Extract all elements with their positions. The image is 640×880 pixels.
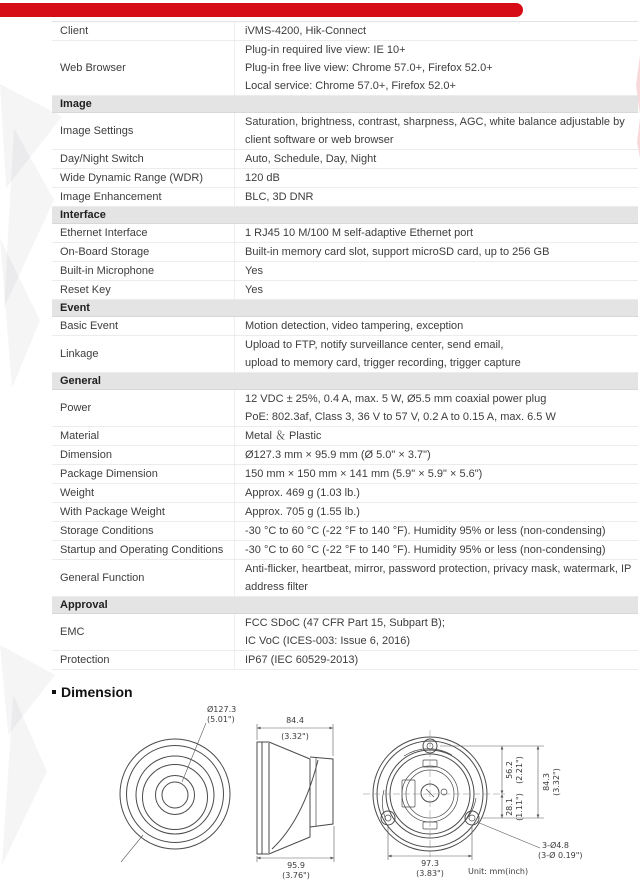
unit-note: Unit: mm(inch) (468, 867, 529, 876)
side-depth-bottom-mm: 95.9 (287, 861, 305, 870)
spec-value (235, 336, 638, 372)
section-header: General (52, 373, 638, 390)
spec-row (52, 188, 638, 207)
spec-label: Image Enhancement (52, 188, 235, 206)
rear-overall-mm: 84.3 (542, 773, 551, 791)
spec-value-line: 1 RJ45 10 M/100 M self-adaptive Ethernet port (245, 227, 474, 239)
spec-row (52, 22, 638, 41)
spec-value-line: PoE: 802.3af, Class 3, 36 V to 57 V, 0.2 A to 0.15 A, max. 6.5 W (245, 411, 556, 423)
spec-table (52, 21, 638, 670)
spec-label: Client (52, 22, 235, 40)
spec-value-line: Plug-in free live view: Chrome 57.0+, Firefox 52.0+ (245, 62, 493, 74)
rear-overall-inch: (3.32") (552, 768, 561, 796)
spec-label: Weight (52, 484, 235, 502)
section-header: Approval (52, 597, 638, 614)
spec-row (52, 465, 638, 484)
spec-value-line: BLC, 3D DNR (245, 191, 314, 203)
side-depth-top-mm: 84.4 (286, 716, 304, 725)
spec-label: Linkage (52, 336, 235, 372)
spec-value (235, 243, 638, 261)
spec-value (235, 465, 638, 483)
spec-value-line: Auto, Schedule, Day, Night (245, 153, 377, 165)
spec-value (235, 541, 638, 559)
bullet-icon (52, 690, 56, 694)
rear-view-drawing (363, 730, 583, 878)
spec-value-line: 150 mm × 150 mm × 141 mm (5.9" × 5.9" × 5.6") (245, 468, 483, 480)
spec-label: Material (52, 427, 235, 445)
spec-label: Built-in Microphone (52, 262, 235, 280)
spec-label: Storage Conditions (52, 522, 235, 540)
spec-value-line: Saturation, brightness, contrast, sharpness, AGC, white balance adjustable by client software or web browser (245, 116, 625, 146)
spec-value-line: Metal ＆ Plastic (245, 430, 322, 442)
spec-row (52, 243, 638, 262)
rear-upper-inch: (2.21") (515, 756, 524, 784)
rear-width-mm: 97.3 (421, 859, 439, 868)
spec-value (235, 22, 638, 40)
spec-value-line: Yes (245, 284, 263, 296)
spec-value (235, 41, 638, 95)
front-diameter-inch: (5.01") (207, 715, 235, 724)
spec-value (235, 560, 638, 596)
spec-value (235, 317, 638, 335)
rear-upper-mm: 56.2 (505, 761, 514, 779)
section-header: Event (52, 300, 638, 317)
spec-value (235, 150, 638, 168)
spec-value (235, 484, 638, 502)
spec-value-line: Motion detection, video tampering, exception (245, 320, 464, 332)
spec-label: Power (52, 390, 235, 426)
dimension-drawing-svg (0, 702, 640, 880)
spec-label: General Function (52, 560, 235, 596)
spec-value (235, 224, 638, 242)
spec-label: Basic Event (52, 317, 235, 335)
front-view-drawing (120, 704, 236, 862)
dimension-drawings (0, 702, 640, 880)
spec-value-line: Upload to FTP, notify surveillance center, send email, (245, 339, 504, 351)
spec-label: With Package Weight (52, 503, 235, 521)
spec-row (52, 41, 638, 96)
spec-label: Dimension (52, 446, 235, 464)
spec-row (52, 169, 638, 188)
spec-value-line: Local service: Chrome 57.0+, Firefox 52.0+ (245, 80, 456, 92)
spec-value-line: Approx. 705 g (1.55 lb.) (245, 506, 360, 518)
spec-value-line: IP67 (IEC 60529-2013) (245, 654, 359, 666)
spec-value (235, 113, 638, 149)
spec-value (235, 427, 638, 445)
spec-row (52, 281, 638, 300)
spec-row (52, 522, 638, 541)
spec-label: Web Browser (52, 41, 235, 95)
side-depth-bottom-inch: (3.76") (282, 871, 310, 880)
spec-value (235, 390, 638, 426)
spec-row (52, 614, 638, 651)
spec-label: Ethernet Interface (52, 224, 235, 242)
side-depth-top-inch: (3.32") (281, 732, 309, 741)
spec-value (235, 281, 638, 299)
spec-row (52, 262, 638, 281)
spec-value-line: IC VoC (ICES-003: Issue 6, 2016) (245, 635, 411, 647)
spec-value-line: 12 VDC ± 25%, 0.4 A, max. 5 W, Ø5.5 mm coaxial power plug (245, 393, 547, 405)
spec-row (52, 390, 638, 427)
spec-row (52, 336, 638, 373)
spec-row (52, 651, 638, 670)
spec-label: Protection (52, 651, 235, 669)
spec-row (52, 113, 638, 150)
dimension-heading (52, 684, 133, 700)
spec-value-line: FCC SDoC (47 CFR Part 15, Subpart B); (245, 617, 445, 629)
spec-value-line: iVMS-4200, Hik-Connect (245, 25, 367, 37)
rear-screw-holes-inch: (3-Ø 0.19") (538, 851, 583, 860)
rear-lower-mm: 28.1 (505, 798, 514, 816)
spec-value-line: Anti-flicker, heartbeat, mirror, password protection, privacy mask, watermark, IP address filter (245, 563, 632, 593)
spec-row (52, 484, 638, 503)
spec-value-line: -30 °C to 60 °C (-22 °F to 140 °F). Humidity 95% or less (non-condensing) (245, 525, 606, 537)
spec-label: Wide Dynamic Range (WDR) (52, 169, 235, 187)
spec-value (235, 522, 638, 540)
spec-row (52, 541, 638, 560)
spec-row (52, 224, 638, 243)
spec-label: EMC (52, 614, 235, 650)
spec-row (52, 446, 638, 465)
spec-value (235, 503, 638, 521)
spec-label: On-Board Storage (52, 243, 235, 261)
spec-row (52, 317, 638, 336)
spec-value-line: 120 dB (245, 172, 280, 184)
spec-value-line: Ø127.3 mm × 95.9 mm (Ø 5.0" × 3.7") (245, 449, 431, 461)
spec-row (52, 560, 638, 597)
rear-screw-holes-mm: 3-Ø4.8 (542, 841, 569, 850)
spec-value-line: Yes (245, 265, 263, 277)
spec-value-line: -30 °C to 60 °C (-22 °F to 140 °F). Humidity 95% or less (non-condensing) (245, 544, 606, 556)
spec-value (235, 262, 638, 280)
spec-label: Image Settings (52, 113, 235, 149)
side-view-drawing (257, 716, 334, 880)
spec-label: Startup and Operating Conditions (52, 541, 235, 559)
spec-row (52, 427, 638, 446)
spec-value-line: Plug-in required live view: IE 10+ (245, 44, 406, 56)
spec-value-line: Approx. 469 g (1.03 lb.) (245, 487, 360, 499)
spec-value (235, 651, 638, 669)
top-red-bar (0, 3, 523, 17)
spec-value (235, 188, 638, 206)
section-header: Interface (52, 207, 638, 224)
spec-row (52, 150, 638, 169)
spec-value (235, 169, 638, 187)
section-header: Image (52, 96, 638, 113)
dimension-heading-label: Dimension (61, 684, 133, 700)
spec-label: Day/Night Switch (52, 150, 235, 168)
spec-label: Reset Key (52, 281, 235, 299)
spec-label: Package Dimension (52, 465, 235, 483)
spec-value (235, 446, 638, 464)
spec-value-line: Built-in memory card slot, support microSD card, up to 256 GB (245, 246, 550, 258)
spec-row (52, 503, 638, 522)
rear-width-inch: (3.83") (416, 869, 444, 878)
rear-lower-inch: (1.11") (515, 793, 524, 821)
spec-value-line: upload to memory card, trigger recording, trigger capture (245, 357, 521, 369)
front-diameter-mm: Ø127.3 (207, 705, 237, 714)
spec-value (235, 614, 638, 650)
